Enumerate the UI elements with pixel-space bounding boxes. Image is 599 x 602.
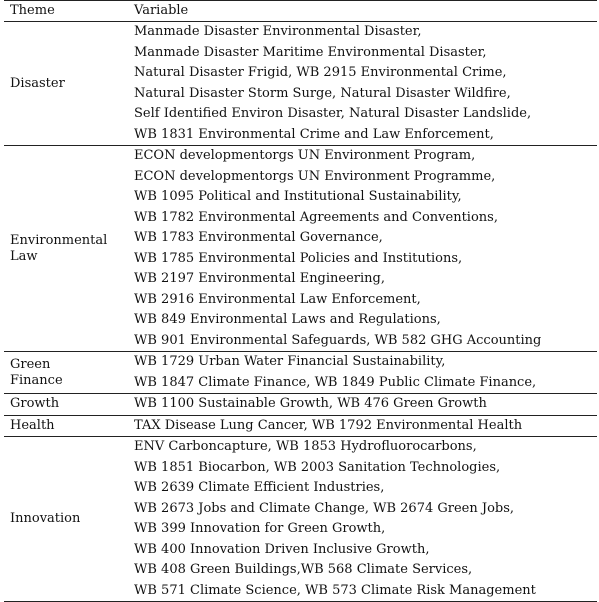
variable-line: ENV Carboncapture, WB 1853 Hydrofluorocarbons, [134,439,477,454]
variable-line: WB 1851 Biocarbon, WB 2003 Sanitation Technologies, [134,459,501,475]
variable-cell [130,437,597,601]
theme-cell: Health [10,417,55,433]
variable-line: WB 1785 Environmental Policies and Institutions, [134,250,463,266]
table-group-row [4,393,597,415]
variable-line: WB 399 Innovation for Green Growth, [134,521,386,536]
variable-line: WB 1782 Environmental Agreements and Conventions, [134,209,498,225]
theme-cell: Innovation [10,511,81,526]
variable-line: WB 1847 Climate Finance, WB 1849 Public Climate Finance, [134,374,537,390]
theme-cell: Environmental Law [10,232,108,264]
variable-line: WB 2673 Jobs and Climate Change, WB 2674 Green Jobs, [134,500,515,516]
variable-line: WB 2916 Environmental Law Enforcement, [134,291,421,307]
variable-line: WB 1100 Sustainable Growth, WB 476 Green Growth [134,396,487,411]
table-group-row [4,436,597,602]
table-group-row [4,21,597,145]
variable-line: WB 901 Environmental Safeguards, WB 582 GHG Accounting [134,332,542,348]
variable-line: WB 1831 Environmental Crime and Law Enforcement, [134,126,494,142]
variable-line: WB 2197 Environmental Engineering, [134,271,385,286]
theme-cell: Disaster [10,75,65,91]
variable-line: WB 2639 Climate Efficient Industries, [134,480,385,495]
variable-line: WB 408 Green Buildings,WB 568 Climate Services, [134,562,473,577]
theme-cell: Growth [10,396,60,412]
variable-line: WB 571 Climate Science, WB 573 Climate Risk Management [134,582,536,598]
header-theme: Theme [10,3,55,18]
variable-cell [130,394,597,415]
header-variable: Variable [134,3,189,18]
theme-variable-table [4,0,597,602]
variable-cell [130,146,597,351]
variable-line: TAX Disease Lung Cancer, WB 1792 Environmental Health [134,417,523,433]
variable-cell [130,352,597,393]
theme-cell: Green Finance [10,356,63,388]
variable-line: WB 400 Innovation Driven Inclusive Growth, [134,541,430,557]
table-header-row [4,1,597,21]
variable-line: Self Identified Environ Disaster, Natural Disaster Landslide, [134,106,532,121]
variable-line: Natural Disaster Storm Surge, Natural Disaster Wildfire, [134,85,511,101]
variable-line: WB 1783 Environmental Governance, [134,230,383,245]
variable-line: ECON developmentorgs UN Environment Programme, [134,168,496,184]
table-group-row [4,351,597,393]
variable-line: WB 1095 Political and Institutional Sustainability, [134,189,462,204]
variable-line: Natural Disaster Frigid, WB 2915 Environmental Crime, [134,65,507,80]
variable-line: WB 849 Environmental Laws and Regulations, [134,312,441,327]
variable-cell [130,22,597,145]
table-group-row [4,145,597,351]
variable-line: Manmade Disaster Maritime Environmental Disaster, [134,44,487,60]
table-body [4,21,597,602]
variable-cell [130,416,597,437]
variable-line: Manmade Disaster Environmental Disaster, [134,24,422,39]
variable-line: ECON developmentorgs UN Environment Program, [134,148,476,163]
table-group-row [4,415,597,437]
variable-line: WB 1729 Urban Water Financial Sustainability, [134,354,446,369]
